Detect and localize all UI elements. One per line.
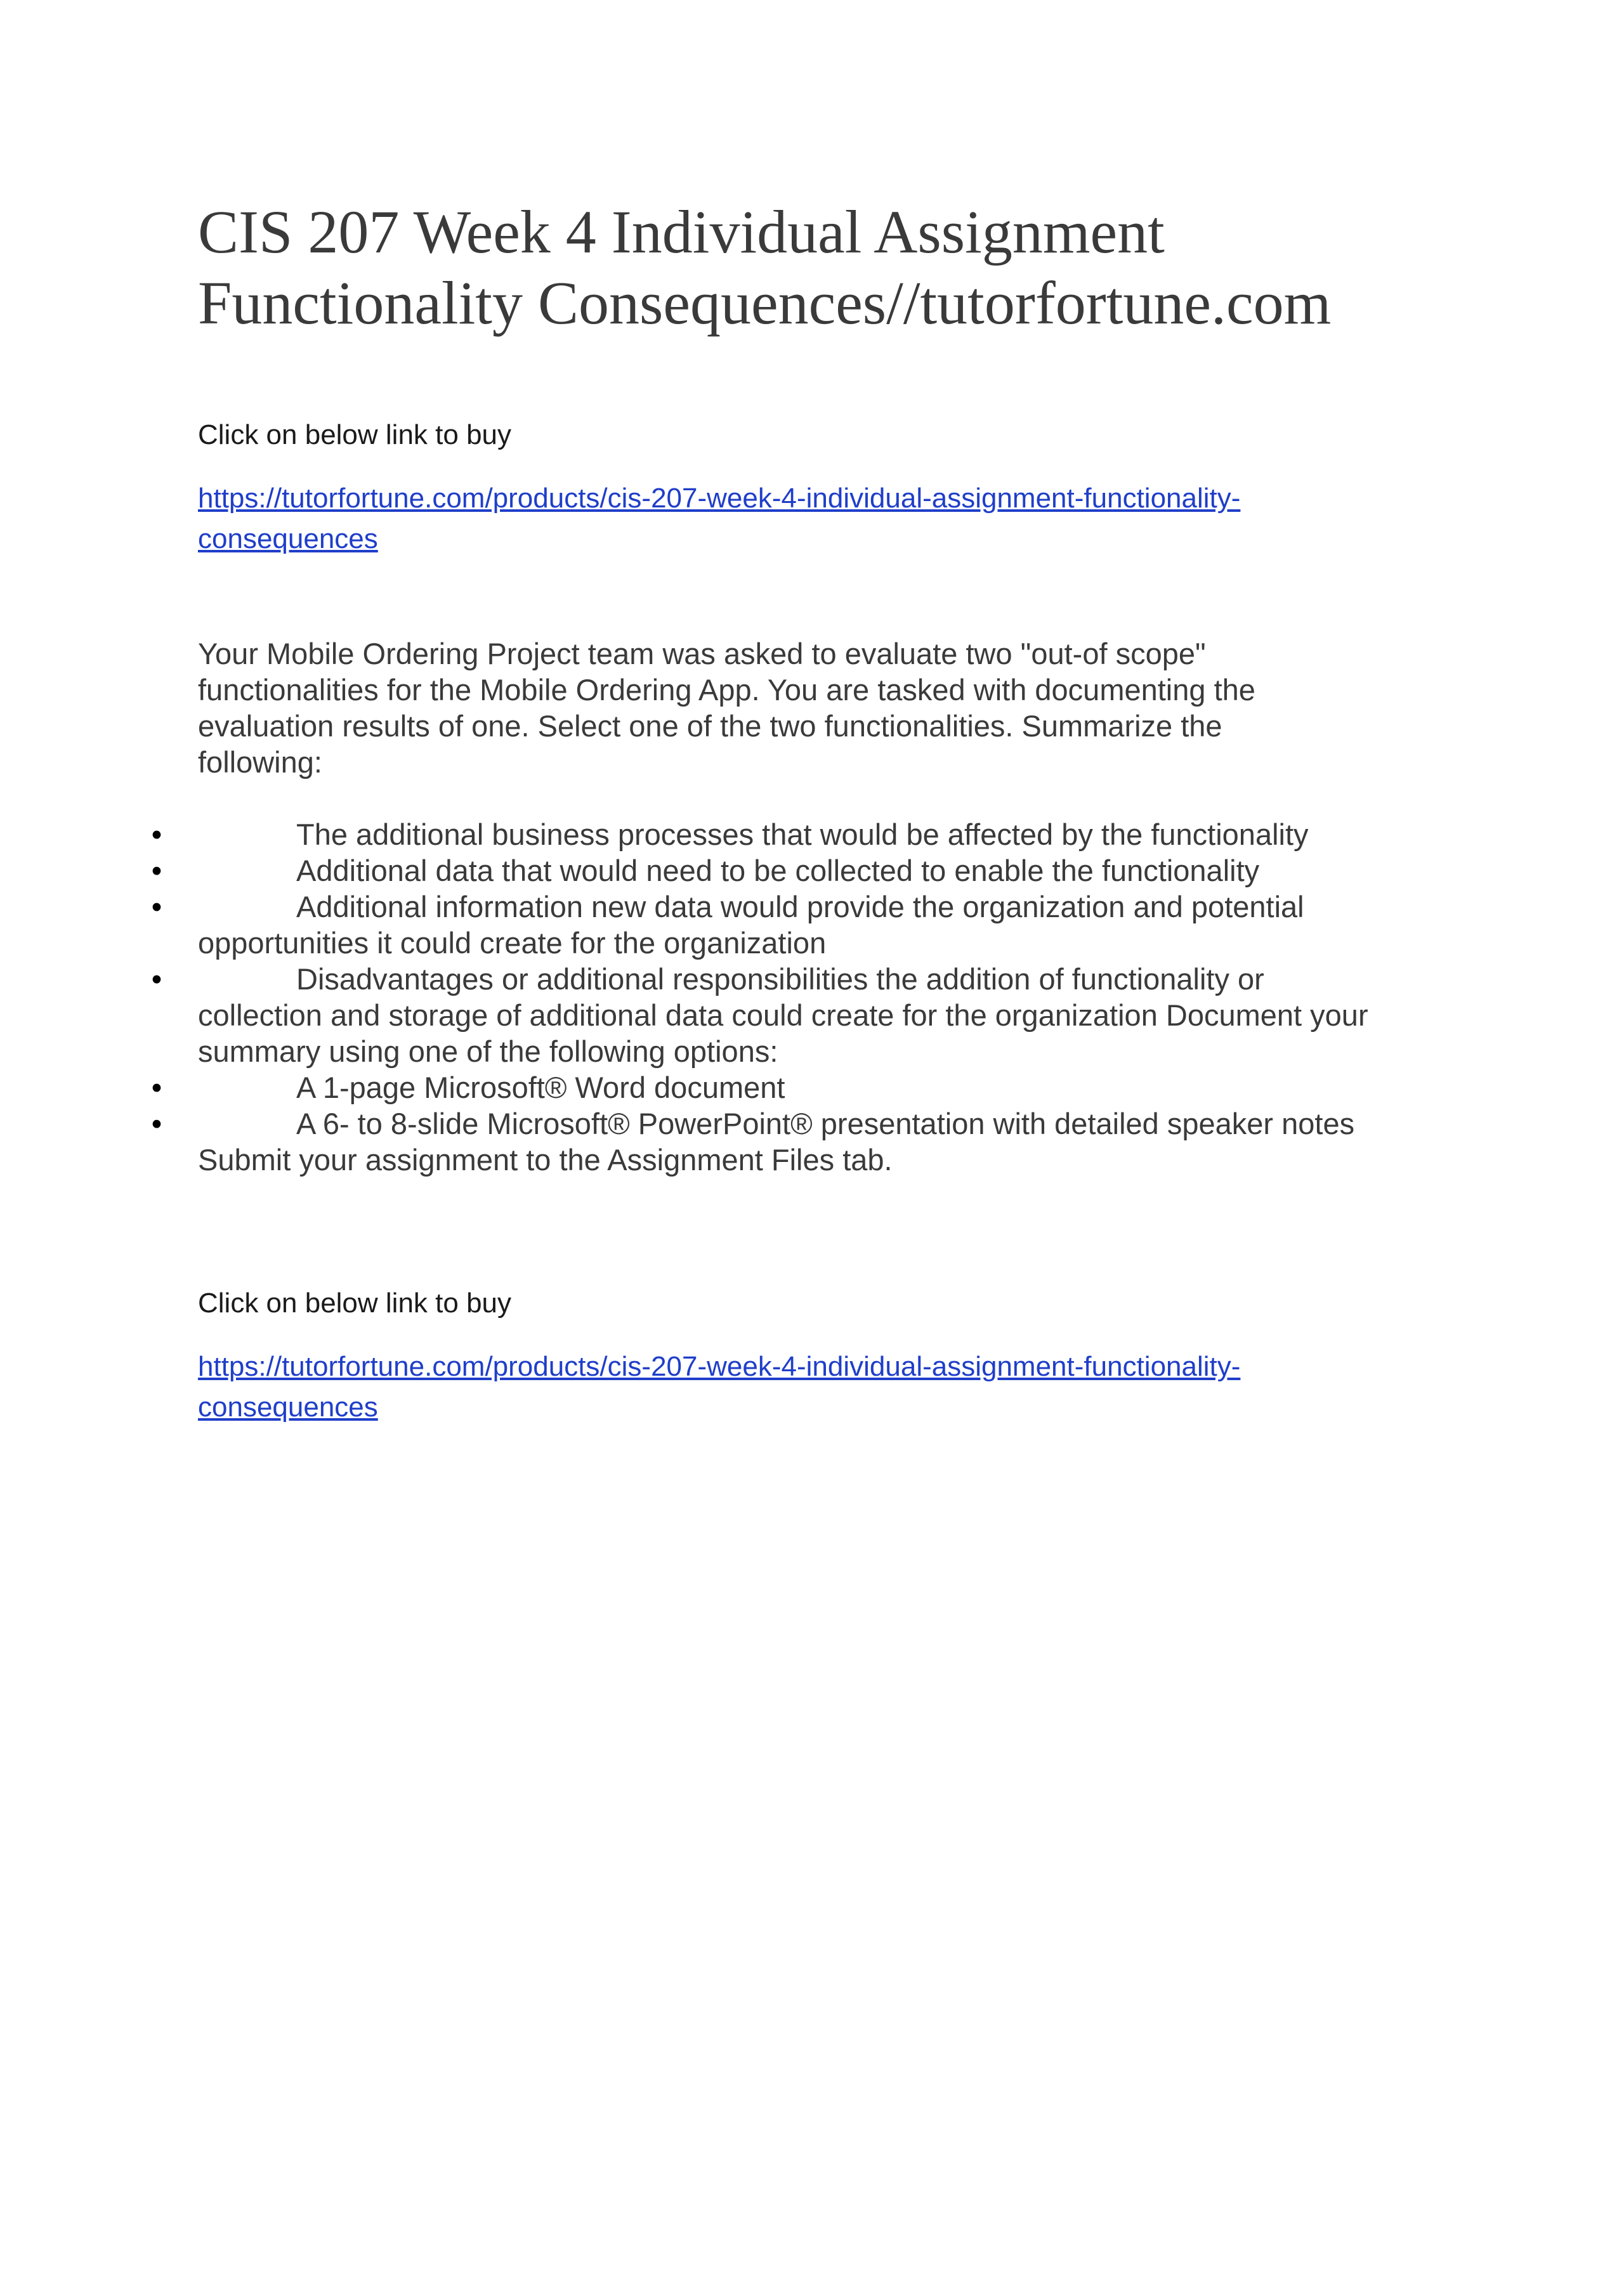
document-body xyxy=(151,197,1467,1428)
buy-link-top[interactable] xyxy=(198,478,1467,559)
list-item-line: Disadvantages or additional responsibilities the addition of functionality or xyxy=(296,962,1264,996)
list-item-line: A 6- to 8-slide Microsoft® PowerPoint® presentation with detailed speaker notes xyxy=(296,1107,1355,1140)
list-item-line: opportunities it could create for the organization xyxy=(198,926,827,960)
list-item xyxy=(151,816,1467,852)
list-item-line: Additional data that would need to be collected to enable the functionality xyxy=(296,854,1260,887)
list-item-line: The additional business processes that would be affected by the functionality xyxy=(296,818,1309,851)
title-line-1: CIS 207 Week 4 Individual Assignment xyxy=(198,198,1165,266)
bullet-icon: • xyxy=(151,1107,162,1140)
buy-link-top-line-2: consequences xyxy=(198,523,378,554)
buy-label-top: Click on below link to buy xyxy=(198,419,512,450)
list-item-line: collection and storage of additional data could create for the organization Document your xyxy=(198,998,1368,1032)
title-line-2: Functionality Consequences//tutorfortune.com xyxy=(198,269,1332,337)
buy-link-top-line-1: https://tutorfortune.com/products/cis-207-week-4-individual-assignment-functionality- xyxy=(198,483,1241,514)
intro-line-4: following: xyxy=(198,745,322,779)
list-item-line: summary using one of the following options: xyxy=(198,1034,778,1068)
requirements-list xyxy=(151,816,1467,1142)
list-item xyxy=(151,1106,1467,1142)
buy-link-bottom[interactable] xyxy=(198,1347,1467,1428)
bullet-icon: • xyxy=(151,890,162,923)
intro-line-3: evaluation results of one. Select one of the two functionalities. Summarize the xyxy=(198,709,1222,743)
bullet-icon: • xyxy=(151,1071,162,1104)
intro-line-2: functionalities for the Mobile Ordering App. You are tasked with documenting the xyxy=(198,673,1255,707)
bullet-icon: • xyxy=(151,854,162,887)
intro-paragraph xyxy=(198,636,1467,780)
buy-label-bottom: Click on below link to buy xyxy=(198,1288,512,1319)
list-item xyxy=(151,889,1467,961)
closing-instruction: Submit your assignment to the Assignment Files tab. xyxy=(198,1143,893,1177)
page-title xyxy=(198,197,1467,339)
list-item-line: A 1-page Microsoft® Word document xyxy=(296,1071,785,1104)
bullet-icon: • xyxy=(151,818,162,851)
list-item xyxy=(151,1069,1467,1106)
bullet-icon: • xyxy=(151,962,162,996)
list-item xyxy=(151,852,1467,889)
list-item-line: Additional information new data would provide the organization and potential xyxy=(296,890,1304,923)
buy-link-bottom-line-2: consequences xyxy=(198,1392,378,1423)
buy-link-bottom-line-1: https://tutorfortune.com/products/cis-207-week-4-individual-assignment-functionality- xyxy=(198,1351,1241,1382)
list-item xyxy=(151,961,1467,1069)
intro-line-1: Your Mobile Ordering Project team was asked to evaluate two "out-of scope" xyxy=(198,637,1206,670)
